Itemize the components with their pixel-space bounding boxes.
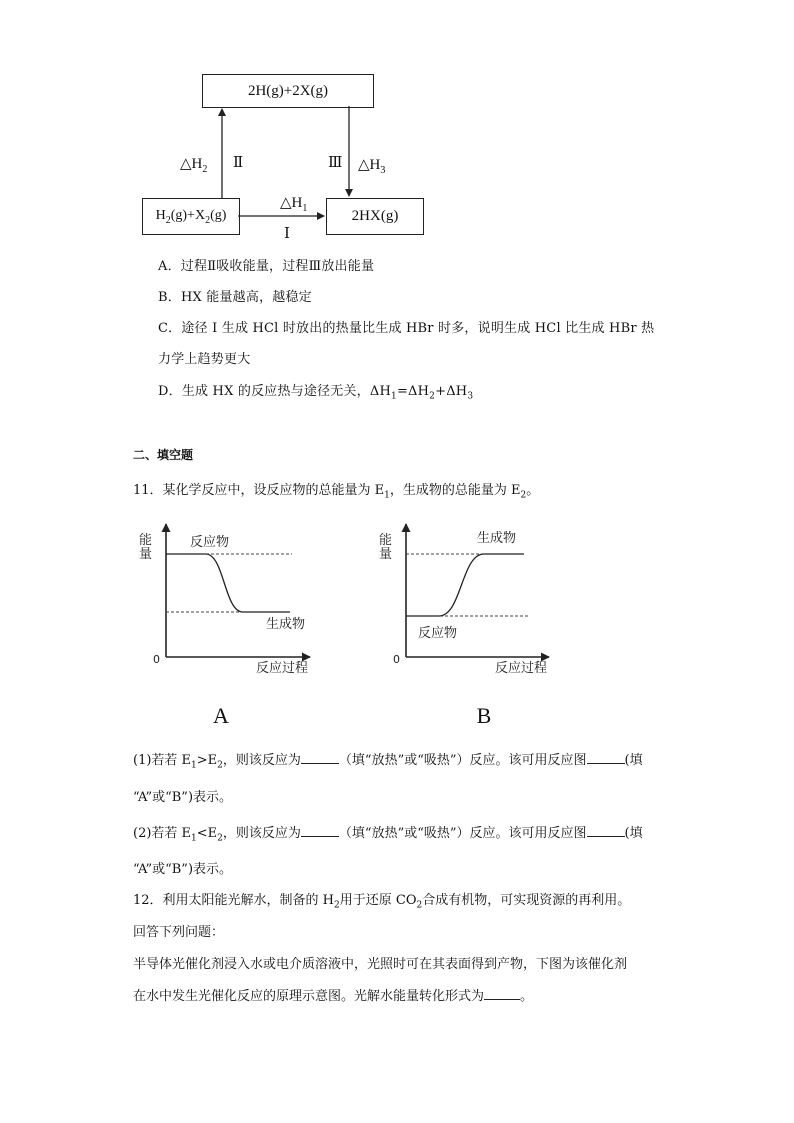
- q12-line4: 在水中发生光催化反应的原理示意图。光解水能量转化形式为 。: [133, 989, 534, 1004]
- option-c-line2: 力学上趋势更大: [158, 352, 251, 367]
- chart-b-annotation-1: 生成物: [477, 531, 517, 546]
- process-3-label: Ⅲ: [328, 155, 343, 171]
- chart-a-x-label: 反应过程: [256, 661, 309, 676]
- q12-blank[interactable]: [484, 999, 520, 1000]
- chart-b: [379, 524, 549, 728]
- option-b: B．HX 能量越高，越稳定: [158, 290, 312, 305]
- process-2-label: Ⅱ: [233, 155, 244, 171]
- q11-stem: 11．某化学反应中，设反应物的总能量为 $E_1$，生成物的总能量为 $E_2$。: [133, 483, 540, 501]
- chart-b-origin-label: 0: [393, 653, 400, 666]
- q12-line2: 回答下列问题：: [133, 925, 225, 940]
- chart-b-annotation-2: 反应物: [418, 626, 458, 641]
- dh3-label: $\triangle H_3$: [358, 157, 386, 176]
- box-2h-2x-label: 2H(g)+2X(g): [247, 82, 329, 99]
- q11-part1-line2: “A”或“B”)表示。: [133, 790, 233, 805]
- q11-part1-blank2[interactable]: [587, 763, 625, 764]
- q11-part1-blank1[interactable]: [301, 763, 339, 764]
- chart-a: [139, 524, 310, 728]
- chart-a-annotation-1: 反应物: [190, 535, 230, 550]
- chart-a-annotation-2: 生成物: [266, 617, 306, 632]
- option-d: D．生成 HX 的反应热与途径无关，$\Delta H_1=\Delta H_2+\Delta H_3$: [158, 384, 474, 402]
- chart-a-origin-label: 0: [153, 653, 160, 666]
- chart-a-energy-curve: [166, 554, 290, 612]
- q11-part2-blank1[interactable]: [301, 836, 339, 837]
- q11-part1: (1)若若 $E_1>E_2$，则该反应为 （填“放热”或“吸热”）反应。该可用反应图 (填: [133, 753, 643, 771]
- option-a: A．过程Ⅱ吸收能量，过程Ⅲ放出能量: [158, 259, 375, 274]
- q12-line3: 半导体光催化剂浸入水或电介质溶液中，光照时可在其表面得到产物，下图为该催化剂: [133, 957, 628, 972]
- chart-a-y-label-2: 量: [139, 547, 153, 562]
- chart-b-y-label-2: 量: [379, 547, 393, 562]
- dh1-label: $\triangle H_1$: [280, 195, 308, 214]
- process-1-label: Ⅰ: [284, 226, 290, 242]
- chart-b-x-label: 反应过程: [495, 661, 548, 676]
- box-h2-x2-label: $H_2(g)+X_2(g)$: [155, 207, 227, 226]
- chart-b-energy-curve: [406, 554, 524, 616]
- dh2-label: $\triangle H_2$: [180, 156, 208, 175]
- q11-part2: (2)若若 $E_1<E_2$，则该反应为 （填“放热”或“吸热”）反应。该可用反应图 (填: [133, 826, 643, 844]
- section-title: 二、填空题: [133, 448, 194, 462]
- chart-a-title: A: [213, 703, 229, 728]
- q11-part2-line2: “A”或“B”)表示。: [133, 862, 233, 877]
- q11-part2-blank2[interactable]: [587, 836, 625, 837]
- chart-b-y-label-1: 能: [379, 533, 393, 548]
- chart-a-y-label-1: 能: [139, 533, 153, 548]
- chart-b-title: B: [476, 703, 492, 728]
- q12-line1: 12．利用太阳能光解水，制备的 $H_2$用于还原 $CO_2$合成有机物，可实现资源的再利用。: [133, 893, 631, 911]
- box-2hx-label: 2HX(g): [351, 208, 399, 224]
- option-c-line1: C．途径 I 生成 HCl 时放出的热量比生成 HBr 时多，说明生成 HCl 比生成 HBr 热: [158, 321, 655, 336]
